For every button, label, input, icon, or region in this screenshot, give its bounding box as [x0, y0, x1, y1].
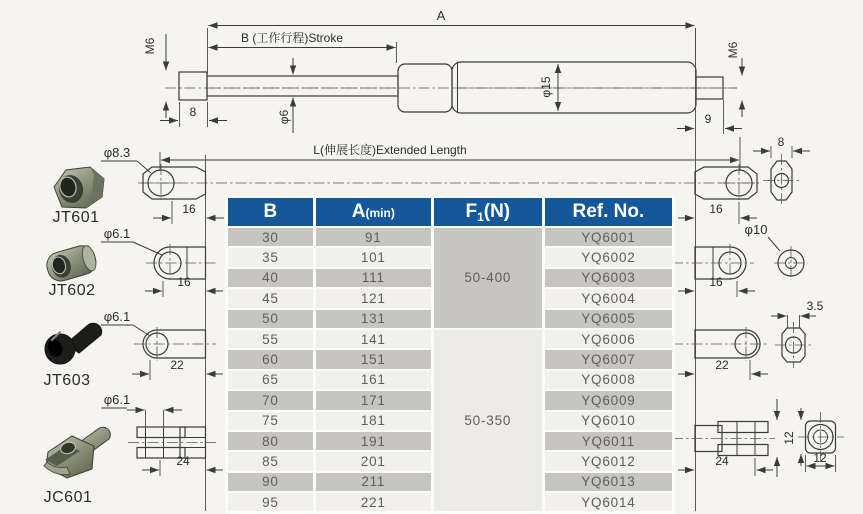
jt602-photo: [44, 243, 99, 284]
dimension-thread-length-right: [677, 100, 742, 134]
jc601-photo: [44, 427, 110, 478]
cell-a-min: 191: [316, 432, 431, 450]
phi6-label: φ6: [277, 109, 291, 125]
cell-a-min: 121: [316, 289, 431, 307]
cell-a-min: 101: [316, 248, 431, 266]
right-cyl-eyelet-drawing: [672, 222, 808, 297]
cylinder-tube: [452, 62, 696, 113]
dim-8-left-label: 8: [189, 105, 197, 119]
cell-ref-no: YQ6012: [545, 452, 672, 470]
cell-a-min: 111: [316, 269, 431, 287]
dimension-stroke-b: [209, 31, 397, 63]
cell-ref-no: YQ6003: [545, 269, 672, 287]
jt602-label: JT602: [48, 282, 96, 299]
dimension-thread-m6-left: [143, 34, 166, 118]
cell-stroke-b: 60: [228, 350, 313, 368]
cell-ref-no: YQ6001: [545, 228, 672, 246]
right-clevis-depth-label: 24: [715, 454, 729, 468]
spec-table-wrap: [225, 196, 675, 514]
cell-force-range: 50-400: [434, 228, 542, 328]
jt601-label: JT601: [52, 209, 100, 226]
jt602-dia-label: φ6.1: [103, 226, 131, 241]
cell-a-min: 161: [316, 371, 431, 389]
cell-ref-no: YQ6007: [545, 350, 672, 368]
cell-stroke-b: 90: [228, 473, 313, 491]
left-eyelet-depth-label: 16: [182, 202, 196, 216]
left-eyelet-depth-dim: [153, 201, 224, 224]
cell-stroke-b: 50: [228, 310, 313, 328]
jt603-dia-label: φ6.1: [103, 309, 131, 324]
phi15-label: φ15: [539, 76, 553, 98]
jt603-label: JT603: [43, 372, 91, 389]
right-clevis-height-label: 12: [782, 431, 796, 445]
cell-stroke-b: 85: [228, 452, 313, 470]
right-eyelet-width-label: 8: [777, 135, 785, 149]
cell-stroke-b: 95: [228, 493, 313, 511]
cell-a-min: 211: [316, 473, 431, 491]
cell-ref-no: YQ6010: [545, 412, 672, 430]
dim-l-label: L(伸展长度)Extended Length: [313, 143, 467, 157]
right-eyelet-side-view: [753, 135, 810, 207]
right-cyl-depth-label: 16: [709, 275, 723, 289]
col-header-b: B: [228, 198, 313, 226]
cell-force-range: 50-350: [434, 330, 542, 512]
cell-ref-no: YQ6011: [545, 432, 672, 450]
dimension-thread-m6-right: [726, 41, 742, 117]
jc601-depth-label: 24: [176, 454, 190, 468]
cell-ref-no: YQ6014: [545, 493, 672, 511]
piston-rod: [207, 76, 398, 96]
gas-spring-side-view: [165, 62, 737, 113]
table-row: [228, 228, 672, 246]
right-socket-width-label: 3.5: [806, 299, 824, 313]
right-socket-drawing: [672, 299, 824, 380]
jt603-photo: [45, 323, 102, 364]
jt601-photo: [54, 167, 104, 208]
m6-right-label: M6: [726, 41, 740, 59]
dimension-tube-diameter: [539, 64, 558, 111]
col-header-f1n: $F_1(N)$: [434, 198, 542, 226]
right-clevis-side-label: 12: [813, 451, 827, 465]
right-socket-depth-label: 22: [715, 358, 729, 372]
spec-table-body: [228, 228, 672, 511]
jt603-drawing: [101, 309, 223, 380]
left-eyelet-dia-dim: [101, 145, 151, 173]
col-header-ref-no: Ref. No.: [545, 198, 672, 226]
col-header-a-min: A(min): [316, 198, 431, 226]
cell-a-min: 201: [316, 452, 431, 470]
cell-stroke-b: 65: [228, 371, 313, 389]
jc601-label: JC601: [43, 489, 93, 506]
cell-stroke-b: 35: [228, 248, 313, 266]
dim-9-right-label: 9: [704, 112, 712, 126]
cell-stroke-b: 75: [228, 412, 313, 430]
cell-a-min: 131: [316, 310, 431, 328]
phi10-label: φ10: [744, 222, 768, 237]
cell-stroke-b: 40: [228, 269, 313, 287]
cell-stroke-b: 30: [228, 228, 313, 246]
cell-a-min: 141: [316, 330, 431, 348]
cell-ref-no: YQ6004: [545, 289, 672, 307]
right-eyelet-depth-label: 16: [709, 202, 723, 216]
table-row: [228, 330, 672, 348]
cell-a-min: 151: [316, 350, 431, 368]
right-eyelet-depth-dim: [678, 202, 757, 224]
cell-ref-no: YQ6005: [545, 310, 672, 328]
cell-a-min: 181: [316, 412, 431, 430]
phi8-3-label: φ8.3: [103, 145, 131, 160]
cell-stroke-b: 45: [228, 289, 313, 307]
cell-stroke-b: 55: [228, 330, 313, 348]
spec-table-header-row: [228, 198, 672, 226]
right-clevis-drawing: [672, 399, 844, 477]
cell-a-min: 171: [316, 391, 431, 409]
left-thread: [179, 72, 207, 100]
cell-stroke-b: 80: [228, 432, 313, 450]
jt602-drawing: [101, 226, 223, 297]
cell-a-min: 91: [316, 228, 431, 246]
jt602-depth-label: 16: [177, 275, 191, 289]
cell-ref-no: YQ6002: [545, 248, 672, 266]
dim-b-label: B (工作行程)Stroke: [240, 31, 344, 45]
jc601-dia-label: φ6.1: [103, 392, 131, 407]
spec-table: [225, 196, 675, 513]
dim-a-label: A: [436, 8, 446, 23]
jc601-drawing: [101, 392, 223, 476]
cell-ref-no: YQ6006: [545, 330, 672, 348]
cell-ref-no: YQ6009: [545, 391, 672, 409]
jt603-depth-label: 22: [170, 358, 184, 372]
cell-a-min: 221: [316, 493, 431, 511]
m6-left-label: M6: [143, 37, 157, 55]
cell-ref-no: YQ6008: [545, 371, 672, 389]
cell-stroke-b: 70: [228, 391, 313, 409]
dimension-thread-length-left: [160, 102, 227, 127]
cell-ref-no: YQ6013: [545, 473, 672, 491]
